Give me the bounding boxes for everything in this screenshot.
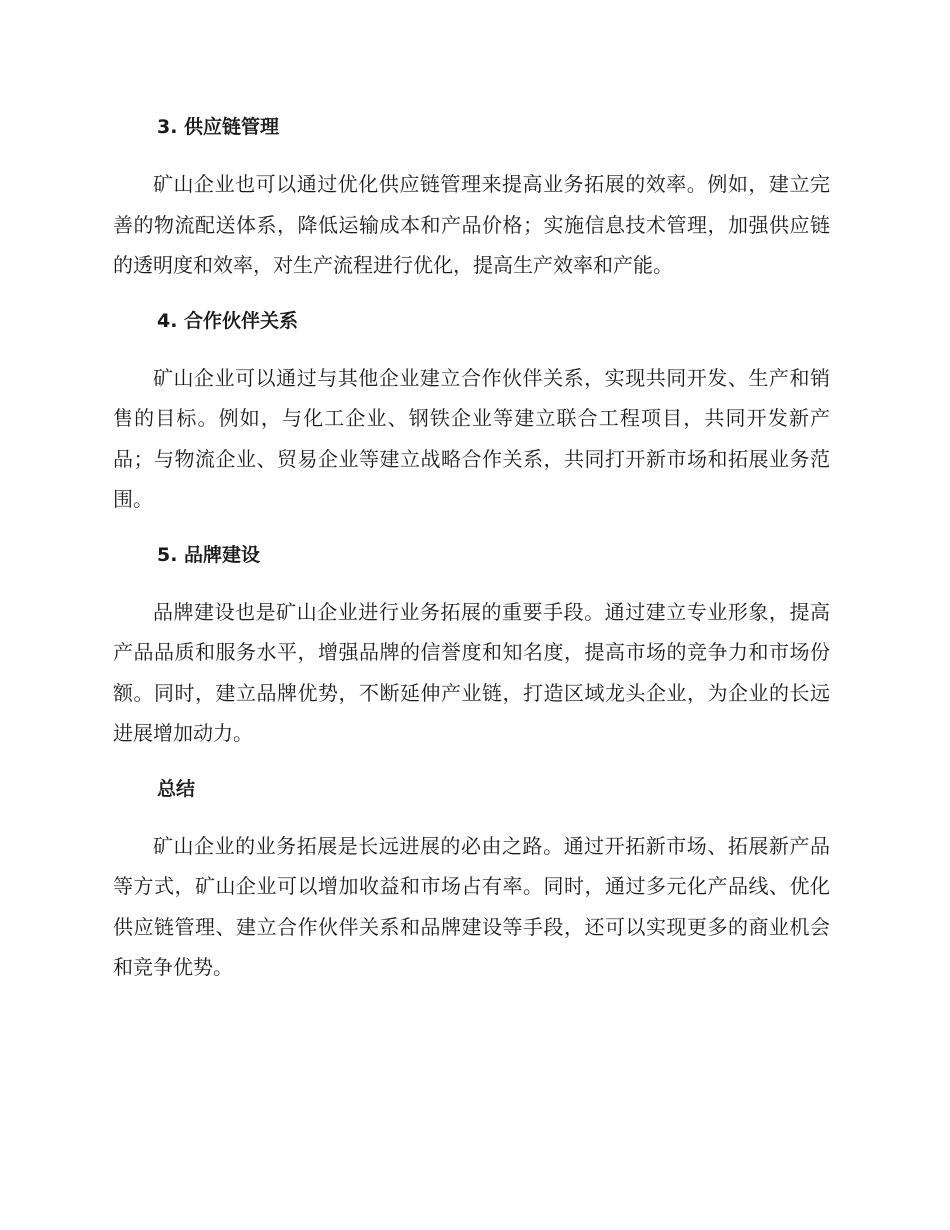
- section-heading-partnership: 4. 合作伙伴关系: [157, 309, 299, 332]
- section-body-partnership: 矿山企业可以通过与其他企业建立合作伙伴关系，实现共同开发、生产和销售的目标。例如，与化工企业、钢铁企业等建立联合工程项目，共同开发新产品；与物流企业、贸易企业等建立战略合作关系，共同打开新市场和拓展业务范围。: [113, 365, 830, 511]
- section-heading-summary: 总结: [157, 777, 196, 800]
- section-heading-brand: 5. 品牌建设: [157, 543, 261, 566]
- section-body-summary: 矿山企业的业务拓展是长远进展的必由之路。通过开拓新市场、拓展新产品等方式，矿山企业可以增加收益和市场占有率。同时，通过多元化产品线、优化供应链管理、建立合作伙伴关系和品牌建设等手段，还可以实现更多的商业机会和竞争优势。: [113, 833, 830, 979]
- document-page: [113, 108, 830, 988]
- section-body-supply-chain: 矿山企业也可以通过优化供应链管理来提高业务拓展的效率。例如，建立完善的物流配送体系，降低运输成本和产品价格；实施信息技术管理，加强供应链的透明度和效率，对生产流程进行优化，提高生产效率和产能。: [113, 172, 830, 277]
- section-body-brand: 品牌建设也是矿山企业进行业务拓展的重要手段。通过建立专业形象，提高产品品质和服务水平，增强品牌的信誉度和知名度，提高市场的竞争力和市场份额。同时，建立品牌优势，不断延伸产业链，打造区域龙头企业，为企业的长远进展增加动力。: [113, 599, 830, 745]
- section-heading-supply-chain: 3. 供应链管理: [157, 116, 280, 138]
